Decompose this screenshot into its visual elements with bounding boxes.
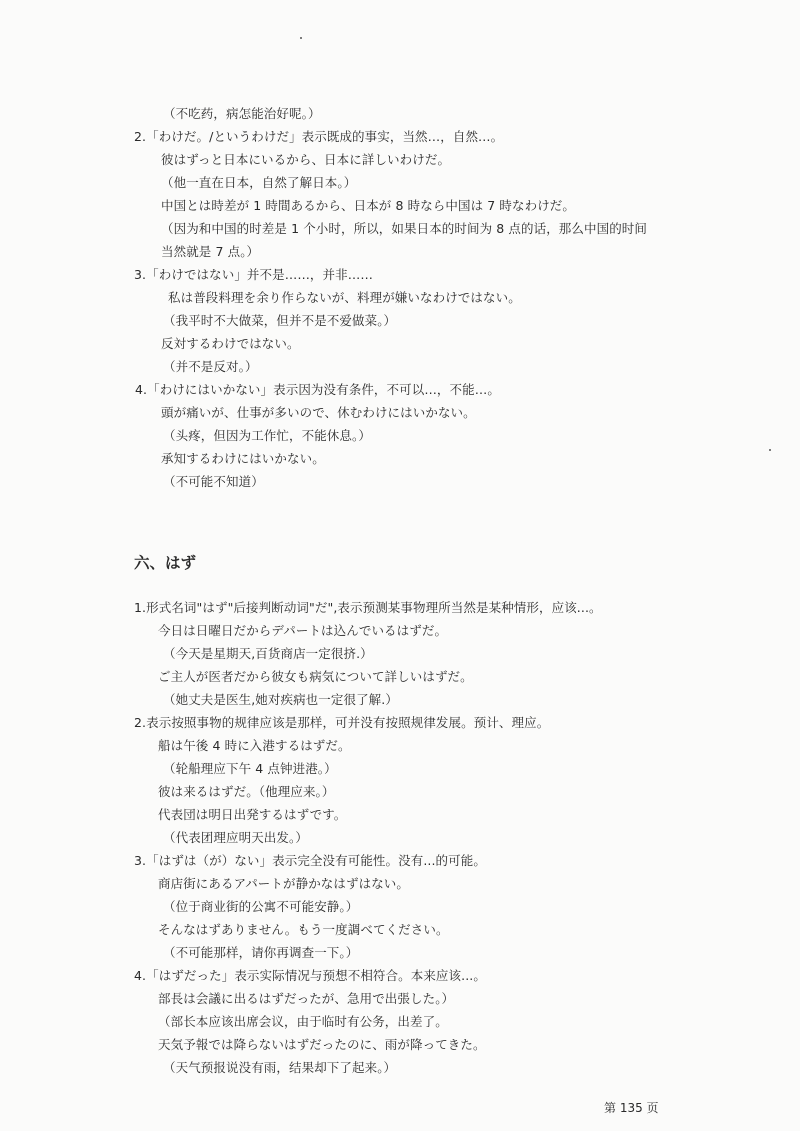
text-line: （代表团理应明天出发。） [163, 830, 308, 845]
text-line: （天气预报说没有雨，结果却下了起来。） [163, 1060, 397, 1075]
text-line: 3.「わけではない」并不是……，并非…… [134, 267, 373, 282]
text-line: （轮船理应下午 4 点钟进港。） [163, 761, 337, 776]
text-line: 代表団は明日出発するはずです。 [158, 807, 347, 822]
text-line: 4.「はずだった」表示实际情况与预想不相符合。本来应该...。 [134, 968, 486, 983]
text-line: （并不是反对。） [163, 359, 258, 374]
text-line: 3.「はずは（が）ない」表示完全没有可能性。没有...的可能。 [134, 853, 486, 868]
text-line: （不可能不知道） [163, 474, 264, 489]
text-line: 部長は会議に出るはずだったが、急用で出張した。） [158, 991, 455, 1006]
text-line: （我平时不大做菜，但并不是不爱做菜。） [163, 313, 397, 328]
text-line: 頭が痛いが、仕事が多いので、休むわけにはいかない。 [161, 405, 476, 420]
text-line: 彼はずっと日本にいるから、日本に詳しいわけだ。 [161, 152, 451, 167]
scan-speck [300, 37, 302, 39]
text-line: 1.形式名词"はず"后接判断动词"だ",表示预测某事物理所当然是某种情形，应该...。 [134, 600, 602, 615]
text-line: 4.「わけにはいかない」表示因为没有条件，不可以…，不能…。 [135, 382, 500, 397]
scan-speck [769, 449, 771, 451]
page-number: 第 135 页 [604, 1101, 659, 1115]
text-line: 商店街にあるアパートが静かなはずはない。 [158, 876, 410, 891]
text-line: 反対するわけではない。 [161, 336, 300, 351]
text-line: 2.表示按照事物的规律应该是那样，可并没有按照规律发展。预计、理应。 [134, 715, 550, 730]
section-heading: 六、はず [134, 554, 197, 572]
text-line: （头疼，但因为工作忙，不能休息。） [163, 428, 371, 443]
text-line: 今日は日曜日だからデパートは込んでいるはずだ。 [158, 623, 448, 638]
text-line: 承知するわけにはいかない。 [161, 451, 325, 466]
text-line: 2.「わけだ。/というわけだ」表示既成的事实，当然…，自然…。 [134, 129, 504, 144]
text-line: ご主人が医者だから彼女も病気について詳しいはずだ。 [158, 669, 473, 684]
text-line: （今天是星期天,百货商店一定很挤.） [163, 646, 373, 661]
text-line: （因为和中国的时差是 1 个小时，所以，如果日本的时间为 8 点的话，那么中国的时间 [161, 221, 648, 236]
text-line: （他一直在日本，自然了解日本。） [161, 175, 357, 190]
text-line: 私は普段料理を余り作らないが、料理が嫌いなわけではない。 [168, 290, 521, 305]
text-line: （不吃药，病怎能治好呢。） [163, 106, 321, 121]
text-line: 彼は来るはずだ。（他理应来。） [158, 784, 335, 799]
text-line: そんなはずありません。もう一度調べてください。 [158, 922, 449, 937]
text-line: （位于商业街的公寓不可能安静。） [163, 899, 359, 914]
text-line: 当然就是 7 点。） [161, 244, 260, 259]
text-line: 船は午後 4 時に入港するはずだ。 [158, 738, 351, 753]
text-line: （她丈夫是医生,她对疾病也一定很了解.） [163, 692, 398, 707]
text-line: 中国とは時差が 1 時間あるから、日本が 8 時なら中国は 7 時なわけだ。 [161, 198, 575, 213]
text-line: （不可能那样，请你再调查一下。） [163, 945, 359, 960]
text-line: （部长本应该出席会议，由于临时有公务，出差了。 [158, 1014, 448, 1029]
text-line: 天気予報では降らないはずだったのに、雨が降ってきた。 [158, 1037, 486, 1052]
